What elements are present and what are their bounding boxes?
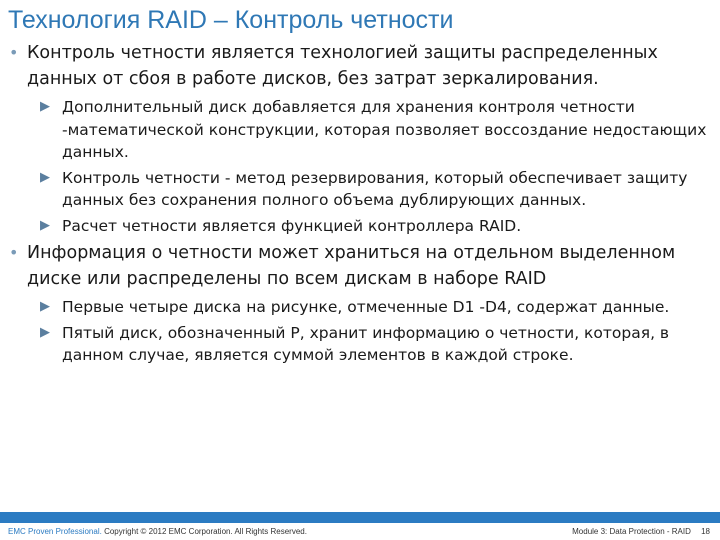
- bullet-dot-icon: •: [9, 43, 19, 62]
- arrow-bullet-icon: ▶: [40, 299, 50, 314]
- sub-bullet-1-1: [0, 96, 720, 164]
- arrow-bullet-icon: ▶: [40, 169, 50, 185]
- sub-bullet-1-1-text: Дополнительный диск добавляется для хранения контроля четности -математической конструкции, которая позволяет воссоздание недостающих данных.: [62, 98, 707, 161]
- bullet-dot-icon: •: [9, 243, 19, 262]
- sub-bullet-2-2-text: Пятый диск, обозначенный P, хранит информацию о четности, которая, в данном случае, является суммой элементов в каждой строке.: [62, 323, 670, 364]
- footer-module: Module 3: Data Protection - RAID: [572, 527, 691, 536]
- slide-footer: [0, 523, 720, 540]
- bullet-1: [0, 40, 720, 92]
- bullet-2-text: Информация о четности может храниться на отдельном выделенном диске или распределены по всем дискам в наборе RAID: [27, 243, 676, 289]
- sub-bullet-1-2: [0, 167, 720, 212]
- sub-bullet-2-1-text: Первые четыре диска на рисунке, отмеченные D1 -D4, содержат данные.: [62, 298, 670, 316]
- page-number: 18: [701, 527, 710, 536]
- arrow-bullet-icon: ▶: [40, 99, 50, 114]
- arrow-bullet-icon: ▶: [40, 217, 50, 233]
- sub-bullet-2-1: [0, 296, 720, 319]
- bullet-2: [0, 240, 720, 292]
- slide-title: Технология RAID – Контроль четности: [8, 6, 454, 34]
- sub-bullet-1-2-text: Контроль четности - метод резервирования, который обеспечивает защиту данных без сохранения полного объема дублирующих данных.: [62, 168, 688, 209]
- footer-left: [8, 527, 307, 536]
- arrow-bullet-icon: ▶: [40, 324, 50, 340]
- footer-copyright: Copyright © 2012 EMC Corporation. All Rights Reserved.: [104, 527, 307, 536]
- sub-bullet-1-3: [0, 215, 720, 238]
- bullet-1-text: Контроль четности является технологией защиты распределенных данных от сбоя в работе дисков, без затрат зеркалирования.: [27, 43, 658, 89]
- slide-content: [0, 40, 720, 370]
- footer-right: [572, 527, 710, 536]
- sub-bullet-1-3-text: Расчет четности является функцией контроллера RAID.: [62, 216, 522, 235]
- sub-bullet-2-2: [0, 322, 720, 367]
- footer-brand: EMC Proven Professional.: [8, 527, 102, 536]
